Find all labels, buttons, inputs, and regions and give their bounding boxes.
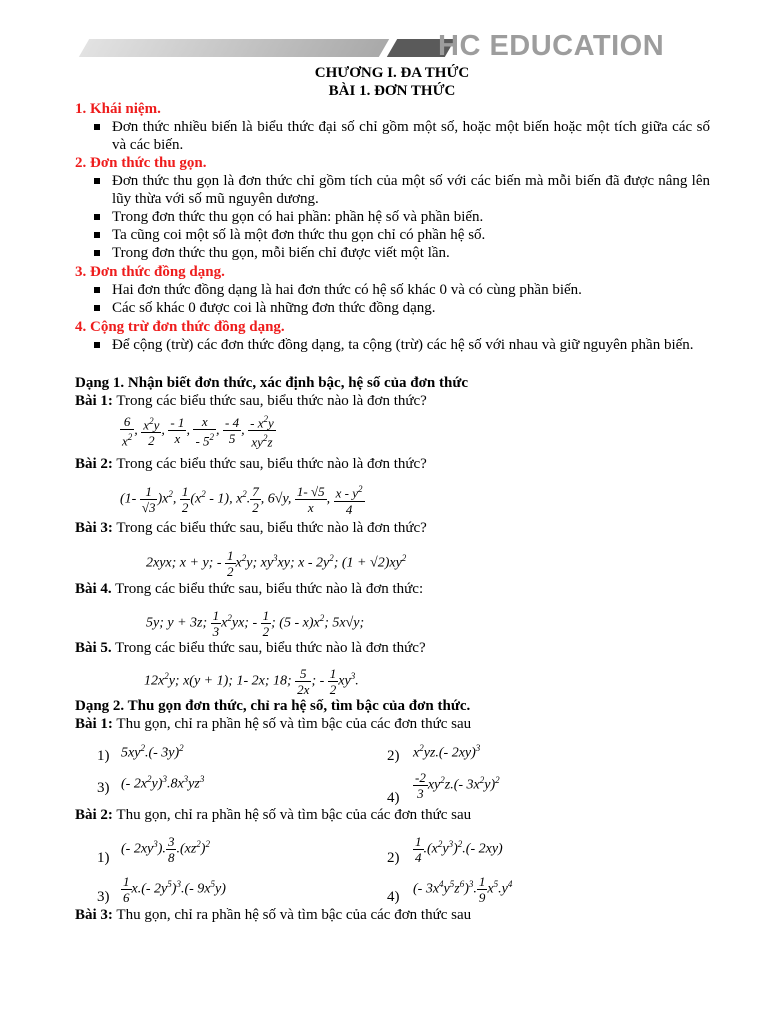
exercise-prompt: Bài 4. Trong các biểu thức sau, biểu thức nào là đơn thức: [75,581,424,597]
section-text: Các số khác 0 được coi là những đơn thức đồng dạng. [112,300,436,316]
section-heading: 3. Đơn thức đồng dạng. [75,264,225,280]
dang1-heading: Dạng 1. Nhận biết đơn thức, xác định bậc, hệ số của đơn thức [75,375,469,391]
lesson-title: BÀI 1. ĐƠN THỨC [328,83,456,99]
exercise-prompt: Bài 1: Thu gọn, chỉ ra phần hệ số và tìm bậc của các đơn thức sau [75,716,472,732]
section-heading: 1. Khái niệm. [75,101,161,117]
chapter-title: CHƯƠNG I. ĐA THỨC [314,65,470,81]
math-expression: $x^2yz.(-$ 2xy)$^3$ [413,743,481,761]
section-text: Ta cũng coi một số là một đơn thức thu gọn chỉ có phần hệ số. [112,227,486,243]
exercise-prompt: Bài 1: Trong các biểu thức sau, biểu thức nào là đơn thức? [75,393,427,409]
bullet-icon [94,305,100,311]
item-number: 1) [97,850,110,866]
bullet-icon [94,250,100,256]
item-number: 2) [387,748,400,764]
section-text: Để cộng (trừ) các đơn thức đồng dạng, ta cộng (trừ) các hệ số với nhau và giữ nguyên phần biến. [112,337,694,353]
math-expression: (- $2x^2y)^3.8x^3yz^3$ [121,774,205,792]
math-expressions: $12x^2y$; x(y + 1); 1- 2x; 18; $\frac{5}{2x}$ ; - $\frac{1}{2}$ $xy^3$. [144,665,359,697]
item-number: 4) [387,790,400,806]
item-number: 4) [387,889,400,905]
section-text: Hai đơn thức đồng dạng là hai đơn thức có hệ số khác 0 và có cùng phần biến. [112,282,582,298]
math-expressions: 2xyx; x + y; - $\frac{1}{2}$ $x^2y$; $xy^3xy$; x - $2y^2$; $(1 + √2)xy^2$ [146,547,407,579]
section-heading: 4. Cộng trừ đơn thức đồng dạng. [75,319,285,335]
math-expression: (- $3x^4y^5z^6)^3$. $\frac{1}{9}$ $x^5.y^4$ [413,873,513,905]
section-text: Đơn thức nhiều biến là biểu thức đại số chỉ gồm một số, hoặc một biến hoặc một tích giữa các số và các biến. [112,119,710,153]
math-expressions: 5y; y + 3z; $\frac{1}{3}$ $x^2yx$; - $\frac{1}{2}$ ; $(5 - x)x^2$; 5x√y; [146,607,365,639]
bullet-icon [94,232,100,238]
bullet-icon [94,287,100,293]
math-expression: (- $2xy^3$). $\frac{3}{8}$ $.(xz^2)^2$ [121,833,210,865]
dang2-heading: Dạng 2. Thu gọn đơn thức, chỉ ra hệ số, tìm bậc của đơn thức. [75,698,471,714]
bullet-icon [94,124,100,130]
math-expression: $\frac{-2}{3}$ $xy^2z.(-$ $3x^2y)^2$ [415,769,500,801]
math-expression: $5xy^2.(-$ 3y)$^2$ [121,743,184,761]
section-text: Trong đơn thức thu gọn có hai phần: phần hệ số và phần biến. [112,209,484,225]
item-number: 1) [97,748,110,764]
item-number: 2) [387,850,400,866]
exercise-prompt: Bài 3: Thu gọn, chỉ ra phần hệ số và tìm bậc của các đơn thức sau [75,907,472,923]
exercise-prompt: Bài 3: Trong các biểu thức sau, biểu thức nào là đơn thức? [75,520,427,536]
header-bar-light [79,39,389,57]
bullet-icon [94,178,100,184]
math-expression: $\frac{1}{4}$ $.(x^2y^3)^2.(-$ 2xy) [415,833,503,865]
section-text: Trong đơn thức thu gọn, mỗi biến chỉ được viết một lần. [112,245,450,261]
math-expressions: $\frac{6}{x^2}$ , $\frac{x^2y}{2}$ , $\frac{- 1}{x}$ , $\frac{x}{- 5^2}$ , $\frac{- 4}{5}$ , $\frac{- x^2y}{xy^2z}$ [122,413,274,450]
item-number: 3) [97,889,110,905]
section-text: Đơn thức thu gọn là đơn thức chỉ gồm tích của một số với các biến mà mỗi biến đã được nâng lên lũy thừa với số mũ nguyên dương. [112,173,710,207]
page-header [82,30,682,62]
math-expression: $\frac{1}{6}$ x.(- $2y^5)^3.(-$ $9x^5y$) [123,873,226,905]
exercise-prompt: Bài 2: Trong các biểu thức sau, biểu thức nào là đơn thức? [75,456,427,472]
bullet-icon [94,342,100,348]
section-heading: 2. Đơn thức thu gọn. [75,155,207,171]
brand-logo: HC EDUCATION [438,30,665,62]
item-number: 3) [97,780,110,796]
exercise-prompt: Bài 2: Thu gọn, chỉ ra phần hệ số và tìm bậc của các đơn thức sau [75,807,472,823]
math-expressions: (1- $\frac{1}{√3}$ )$x^2$, $\frac{1}{2}$ $(x^2 - 1)$, $x^2$. $\frac{7}{2}$ , 6√y, $\frac{1- √5}{x}$ , $\frac{x - y^2}{4}$ [120,483,363,517]
bullet-icon [94,214,100,220]
exercise-prompt: Bài 5. Trong các biểu thức sau, biểu thức nào là đơn thức? [75,640,426,656]
